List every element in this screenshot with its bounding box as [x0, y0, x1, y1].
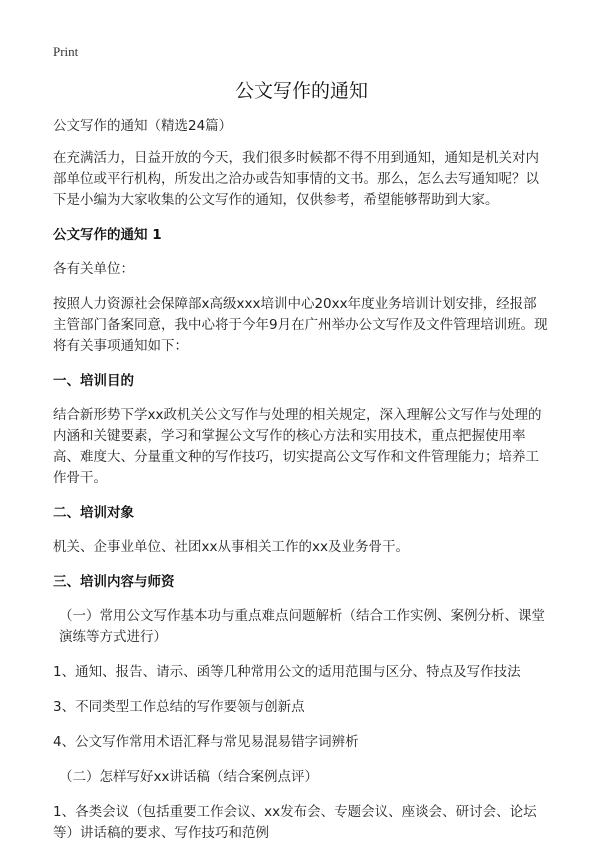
intro-paragraph: 在充满活力，日益开放的今天，我们很多时候都不得不用到通知，通知是机关对内部单位或平行机构，所发出之洽办或告知事情的文书。那么，怎么去写通知呢？以下是小编为大家收集的公文写作的通知，仅供参考，希望能够帮助到大家。 [53, 150, 539, 208]
content-item: 4、公文写作常用术语汇释与常见易混易错字词辨析 [53, 734, 359, 750]
heading-content: 三、培训内容与师资 [53, 574, 175, 590]
content-item: （一）常用公文写作基本功与重点难点问题解析（结合工作实例、案例分析、课堂演练等方式进行） [59, 608, 545, 645]
content-item: 1、通知、报告、请示、函等几种常用公文的适用范围与区分、特点及写作技法 [53, 664, 521, 680]
document-body [53, 76, 550, 858]
notice-paragraph: 按照人力资源社会保障部x高级xxx培训中心20xx年度业务培训计划安排，经报部主管部门备案同意，我中心将于今年9月在广州举办公文写作及文件管理培训班。现将有关事项通知如下： [53, 296, 548, 354]
salutation: 各有关单位： [53, 261, 134, 277]
document-subtitle: 公文写作的通知（精选24篇） [53, 118, 233, 134]
content-item: 3、不同类型工作总结的写作要领与创新点 [53, 699, 305, 715]
heading-purpose: 一、培训目的 [53, 373, 134, 389]
purpose-paragraph: 结合新形势下学xx政机关公文写作与处理的相关规定，深入理解公文写作与处理的内涵和关键要素，学习和掌握公文写作的核心方法和实用技术，重点把握使用率高、难度大、分量重文种的写作技巧，切实提高公文写作和文件管理能力；培养工作骨干。 [53, 407, 542, 486]
content-item: 1、各类会议（包括重要工作会议、xx发布会、专题会议、座谈会、研讨会、论坛等）讲话稿的要求、写作技巧和范例 [53, 804, 537, 841]
print-link[interactable]: Print [53, 44, 79, 59]
content-item: （二）怎样写好xx讲话稿（结合案例点评） [59, 769, 318, 785]
heading-target: 二、培训对象 [53, 505, 134, 521]
document-title: 公文写作的通知 [234, 80, 368, 102]
target-paragraph: 机关、企事业单位、社团xx从事相关工作的xx及业务骨干。 [53, 539, 409, 555]
section-heading: 公文写作的通知 1 [53, 227, 162, 243]
